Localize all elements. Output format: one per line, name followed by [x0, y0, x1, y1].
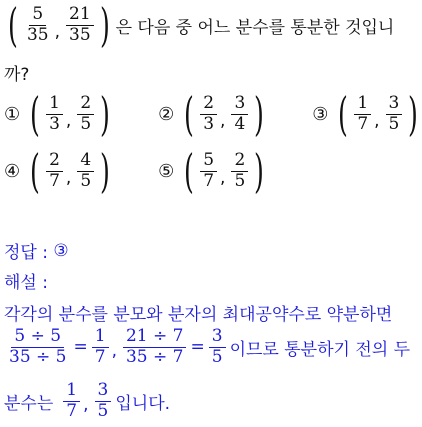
option-fraction: $\frac{1}{7}$	[354, 95, 371, 134]
options-row-1	[4, 87, 422, 141]
result-fraction-b: $\frac{3}{5}$	[95, 382, 112, 421]
option-fraction: $\frac{5}{7}$	[200, 152, 217, 191]
calc2-result: $\frac{3}{5}$	[209, 328, 226, 367]
explanation-line-3: 분수는 $\frac{1}{7}$ , $\frac{3}{5}$ 입니다.	[4, 380, 171, 421]
question-line-2	[4, 60, 29, 85]
explanation-calc-line: $\frac{5 \div 5}{35 \div 5}$ = $\frac{1}{7}$ , $\frac{21 \div 7}{35 \div 7}$ = $\frac{3}{5}$ 이므로 통분하기 전의 두	[4, 328, 410, 367]
option-fraction: $\frac{2}{3}$	[200, 95, 217, 134]
option-1[interactable]: ① ( $\frac{1}{3}$ , $\frac{2}{5}$ )	[4, 87, 111, 141]
option-mark: ④	[4, 160, 21, 182]
option-3[interactable]: ③ ( $\frac{1}{7}$ , $\frac{3}{5}$ )	[312, 87, 419, 141]
answer-label: 정답 :	[4, 243, 54, 263]
option-fraction: $\frac{4}{5}$	[77, 152, 94, 191]
answer-value: ③	[53, 240, 69, 261]
option-fraction: $\frac{2}{7}$	[46, 152, 63, 191]
option-fraction: $\frac{1}{3}$	[46, 95, 63, 134]
option-fraction: $\frac{2}{5}$	[231, 152, 248, 191]
question-line-1	[4, 0, 395, 52]
option-mark: ③	[312, 103, 329, 125]
option-5[interactable]: ⑤ ( $\frac{5}{7}$ , $\frac{2}{5}$ )	[158, 144, 265, 198]
question-text-cont: 까?	[4, 65, 30, 85]
option-2[interactable]: ② ( $\frac{2}{3}$ , $\frac{3}{4}$ )	[158, 87, 265, 141]
explanation-line-1: 각각의 분수를 분모와 분자의 최대공약수로 약분하면	[4, 305, 393, 325]
option-4[interactable]: ④ ( $\frac{2}{7}$ , $\frac{4}{5}$ )	[4, 144, 111, 198]
comma: ,	[54, 22, 60, 42]
option-mark: ⑤	[158, 160, 175, 182]
option-fraction: $\frac{3}{5}$	[386, 95, 403, 134]
question-text: 은 다음 중 어느 분수를 통분한 것입니	[115, 17, 395, 38]
option-mark: ②	[158, 103, 175, 125]
explanation-label: 해설 :	[4, 273, 48, 293]
question-fraction-b: $\frac{21}{35}$	[66, 6, 94, 45]
option-fraction: $\frac{2}{5}$	[77, 95, 94, 134]
close-paren: )	[99, 0, 110, 52]
answer-line	[4, 238, 69, 263]
option-fraction: $\frac{3}{4}$	[231, 95, 248, 134]
calc1-result: $\frac{1}{7}$	[92, 328, 109, 367]
calc1-fraction: $\frac{5 \div 5}{35 \div 5}$	[9, 326, 67, 367]
result-fraction-a: $\frac{1}{7}$	[63, 382, 80, 421]
option-mark: ①	[4, 103, 21, 125]
options-row-2	[4, 144, 312, 198]
calc2-fraction: $\frac{21 \div 7}{35 \div 7}$	[123, 328, 187, 367]
open-paren: (	[8, 0, 18, 52]
question-fraction-a: $\frac{5}{35}$	[26, 3, 49, 45]
